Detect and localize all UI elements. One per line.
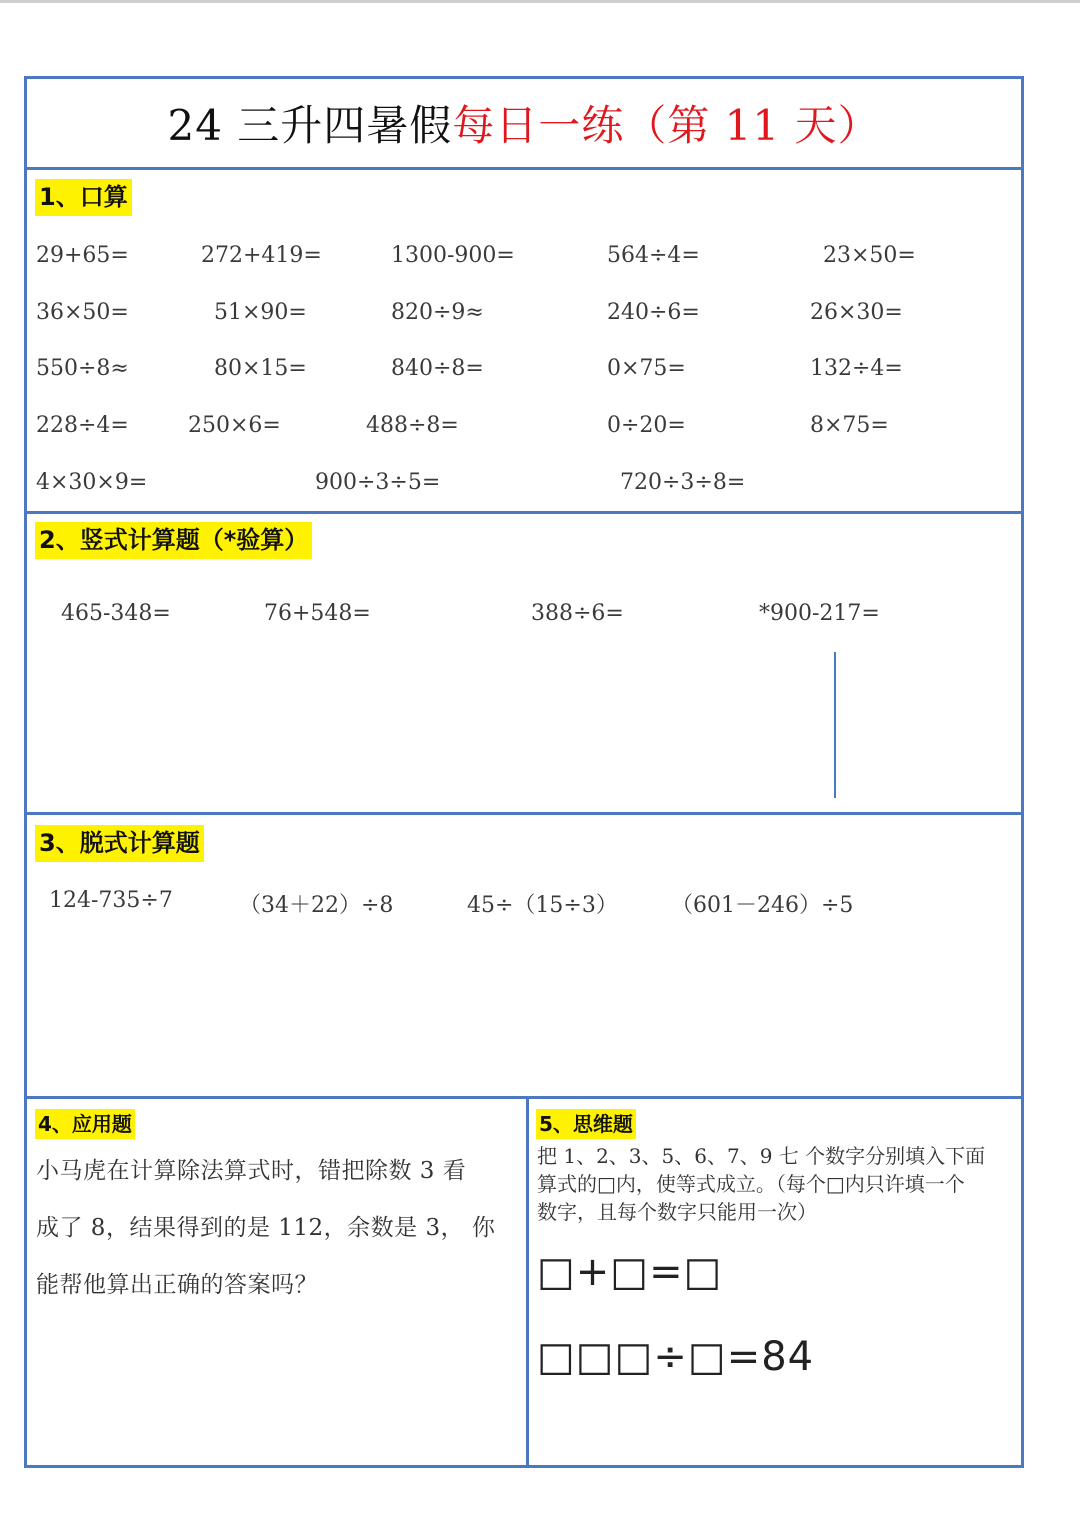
oral-calc-5-1: 4×30×9= xyxy=(36,470,148,495)
section5-title: 5、思维题 xyxy=(536,1109,636,1139)
section4-title: 4、应用题 xyxy=(35,1109,135,1139)
oral-calc-4-2: 250×6= xyxy=(188,413,281,438)
oral-calc-5-3: 720÷3÷8= xyxy=(620,470,746,495)
thinking-problem-text xyxy=(537,1142,1019,1226)
thinking-problem-line-1: 把 1、2、3、5、6、7、9 七 个数字分别填入下面 xyxy=(537,1144,986,1168)
title-black-part: 24 三升四暑假 xyxy=(167,101,453,150)
divider-section2 xyxy=(27,812,1021,815)
vertical-calc-2: 76+548= xyxy=(264,601,371,626)
word-problem-text xyxy=(36,1143,518,1314)
divider-section4-5 xyxy=(526,1099,529,1468)
oral-calc-1-2: 272+419= xyxy=(201,243,322,268)
thinking-problem-line-2: 算式的□内，使等式成立。（每个□内只许填一个 xyxy=(537,1172,965,1196)
oral-calc-3-1: 550÷8≈ xyxy=(36,356,129,381)
oral-calc-3-4: 0×75= xyxy=(607,356,686,381)
word-problem-line-3: 能帮他算出正确的答案吗？ xyxy=(36,1272,318,1298)
vertical-calc-1: 465-348= xyxy=(61,601,171,626)
oral-calc-2-2: 51×90= xyxy=(214,300,307,325)
word-problem-line-2: 成了 8，结果得到的是 112，余数是 3， 你 xyxy=(36,1215,496,1241)
divider-section3 xyxy=(27,1096,1021,1099)
oral-calc-2-3: 820÷9≈ xyxy=(391,300,484,325)
divider-section1 xyxy=(27,511,1021,514)
oral-calc-4-1: 228÷4= xyxy=(36,413,129,438)
equation-divide-boxes: □□□÷□=84 xyxy=(537,1334,815,1380)
oral-calc-4-3: 488÷8= xyxy=(366,413,459,438)
worksheet-frame xyxy=(24,76,1024,1468)
page-top-rule xyxy=(0,0,1080,3)
vertical-calc-4: *900-217= xyxy=(759,601,880,626)
check-divider-line xyxy=(834,652,836,798)
stepwise-calc-4: （601－246）÷5 xyxy=(671,893,854,918)
worksheet-title xyxy=(27,79,1021,167)
oral-calc-2-1: 36×50= xyxy=(36,300,129,325)
stepwise-calc-1: 124-735÷7 xyxy=(49,888,173,913)
word-problem-line-1: 小马虎在计算除法算式时，错把除数 3 看 xyxy=(36,1158,467,1184)
section3-title: 3、脱式计算题 xyxy=(35,825,204,862)
oral-calc-4-5: 8×75= xyxy=(810,413,889,438)
title-red-part: 每日一练（第 11 天） xyxy=(452,101,881,150)
oral-calc-1-3: 1300-900= xyxy=(391,243,515,268)
divider-title xyxy=(27,167,1021,170)
oral-calc-3-5: 132÷4= xyxy=(810,356,903,381)
bottom-border-left xyxy=(24,1465,304,1468)
oral-calc-3-3: 840÷8= xyxy=(391,356,484,381)
section2-title: 2、竖式计算题（*验算） xyxy=(35,522,312,559)
oral-calc-5-2: 900÷3÷5= xyxy=(315,470,441,495)
oral-calc-2-4: 240÷6= xyxy=(607,300,700,325)
oral-calc-1-1: 29+65= xyxy=(36,243,129,268)
oral-calc-4-4: 0÷20= xyxy=(607,413,686,438)
oral-calc-1-5: 23×50= xyxy=(823,243,916,268)
oral-calc-1-4: 564÷4= xyxy=(607,243,700,268)
oral-calc-2-5: 26×30= xyxy=(810,300,903,325)
vertical-calc-3: 388÷6= xyxy=(531,601,624,626)
oral-calc-3-2: 80×15= xyxy=(214,356,307,381)
stepwise-calc-3: 45÷（15÷3） xyxy=(467,893,618,918)
thinking-problem-line-3: 数字，且每个数字只能用一次） xyxy=(537,1200,817,1224)
stepwise-calc-2: （34＋22）÷8 xyxy=(239,893,394,918)
bottom-border-right xyxy=(786,1465,1024,1468)
equation-add-boxes: □+□=□ xyxy=(537,1249,723,1295)
section1-title: 1、口算 xyxy=(35,179,132,216)
